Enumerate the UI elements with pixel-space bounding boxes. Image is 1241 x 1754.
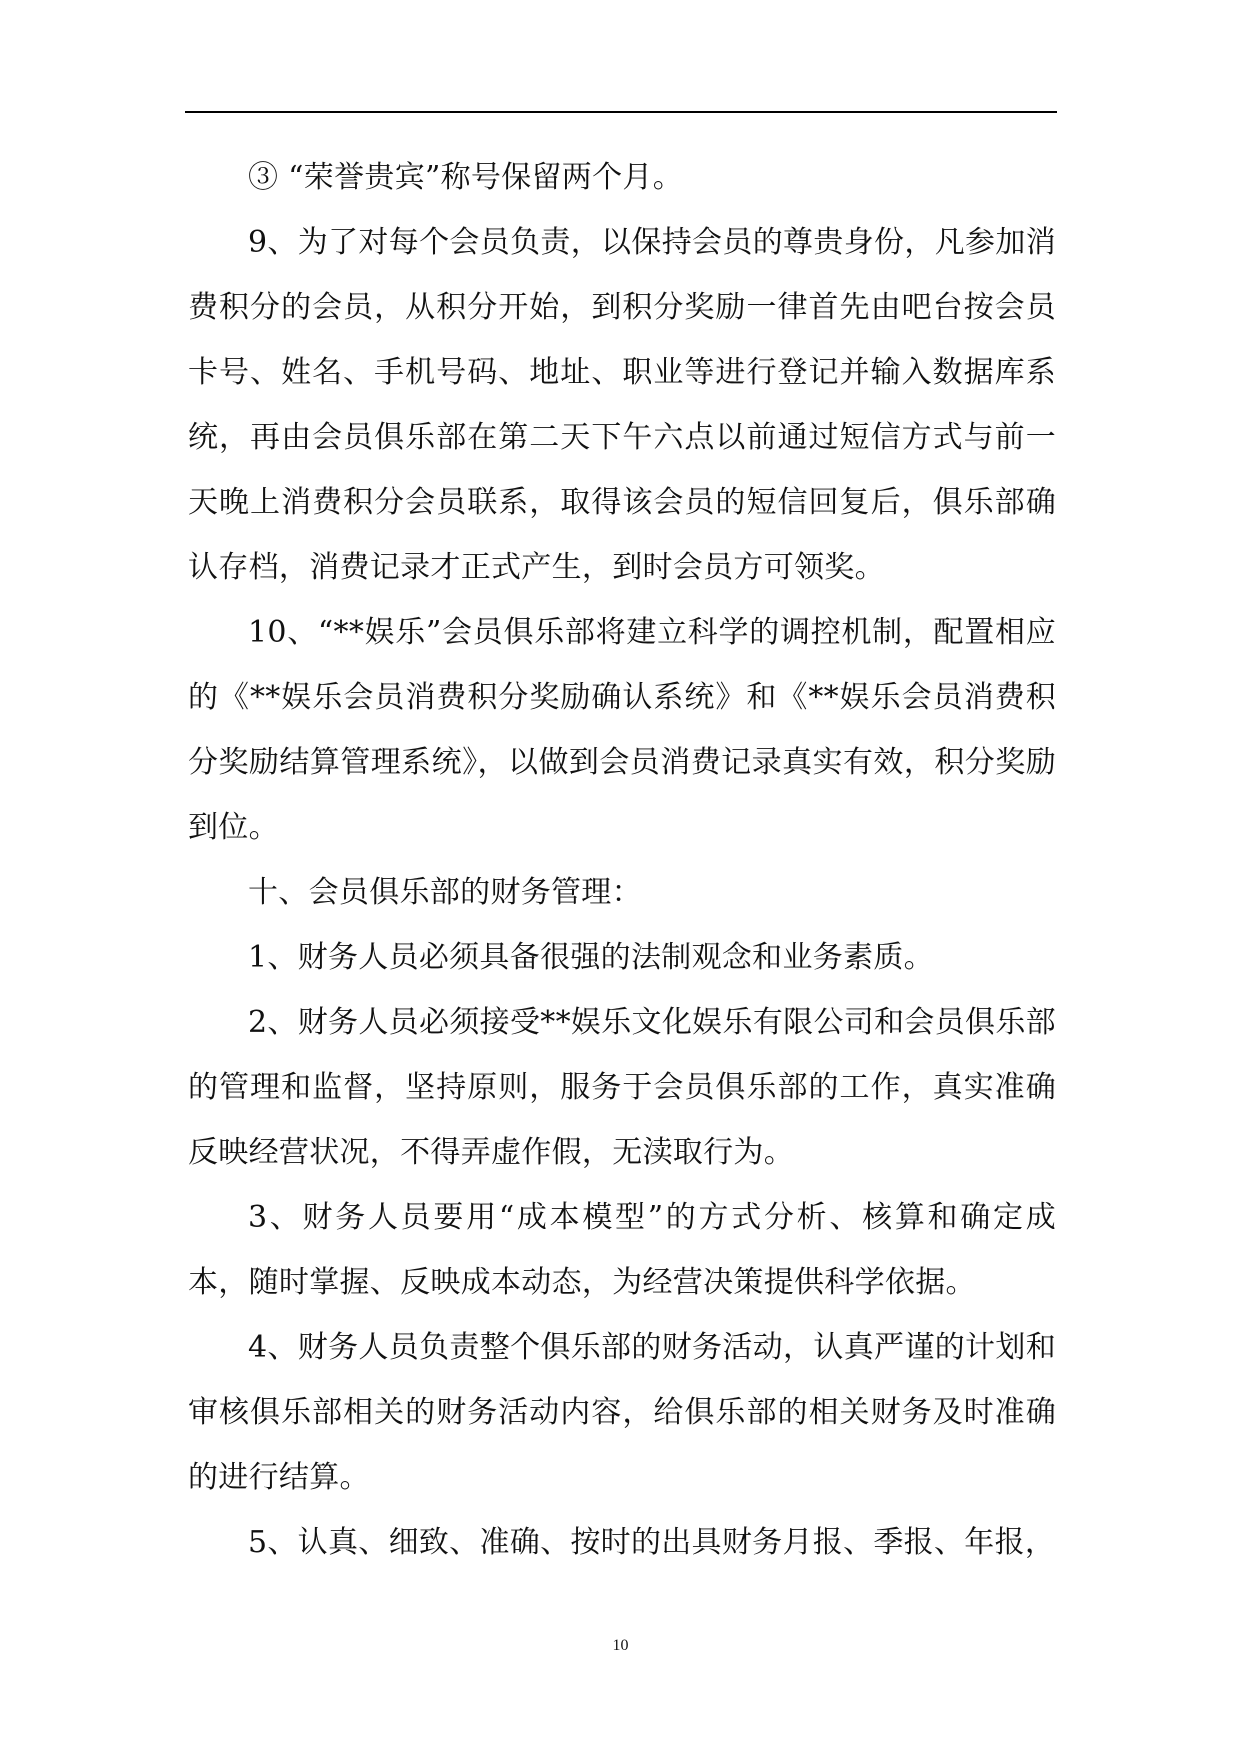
paragraph-finance-2: 2、财务人员必须接受**娱乐文化娱乐有限公司和会员俱乐部的管理和监督，坚持原则，服务于会员俱乐部的工作，真实准确反映经营状况，不得弄虚作假，无渎取行为。 (188, 1005, 1056, 1170)
paragraph-finance-4: 4、财务人员负责整个俱乐部的财务活动，认真严谨的计划和审核俱乐部相关的财务活动内容，给俱乐部的相关财务及时准确的进行结算。 (188, 1330, 1056, 1495)
paragraph-honor-guest-retention: ③ “荣誉贵宾”称号保留两个月。 (248, 160, 684, 195)
paragraph-item-9: 9、为了对每个会员负责，以保持会员的尊贵身份，凡参加消费积分的会员，从积分开始，到积分奖励一律首先由吧台按会员卡号、姓名、手机号码、地址、职业等进行登记并输入数据库系统，再由会员俱乐部在第二天下午六点以前通过短信方式与前一天晚上消费积分会员联系，取得该会员的短信回复后，俱乐部确认存档，消费记录才正式产生，到时会员方可领奖。 (188, 225, 1056, 585)
page-number: 10 (612, 1637, 629, 1654)
paragraph-finance-5: 5、认真、细致、准确、按时的出具财务月报、季报、年报， (248, 1525, 1056, 1560)
paragraph-finance-3: 3、财务人员要用“成本模型”的方式分析、核算和确定成本，随时掌握、反映成本动态，为经营决策提供科学依据。 (188, 1200, 1056, 1300)
paragraph-finance-1: 1、财务人员必须具备很强的法制观念和业务素质。 (248, 940, 934, 975)
paragraph-item-10: 10、“**娱乐”会员俱乐部将建立科学的调控机制，配置相应的《**娱乐会员消费积分奖励确认系统》和《**娱乐会员消费积分奖励结算管理系统》，以做到会员消费记录真实有效，积分奖励到位。 (188, 615, 1056, 845)
section-heading-finance: 十、会员俱乐部的财务管理： (248, 875, 642, 910)
document-body (188, 145, 1056, 1575)
header-rule (185, 111, 1057, 113)
